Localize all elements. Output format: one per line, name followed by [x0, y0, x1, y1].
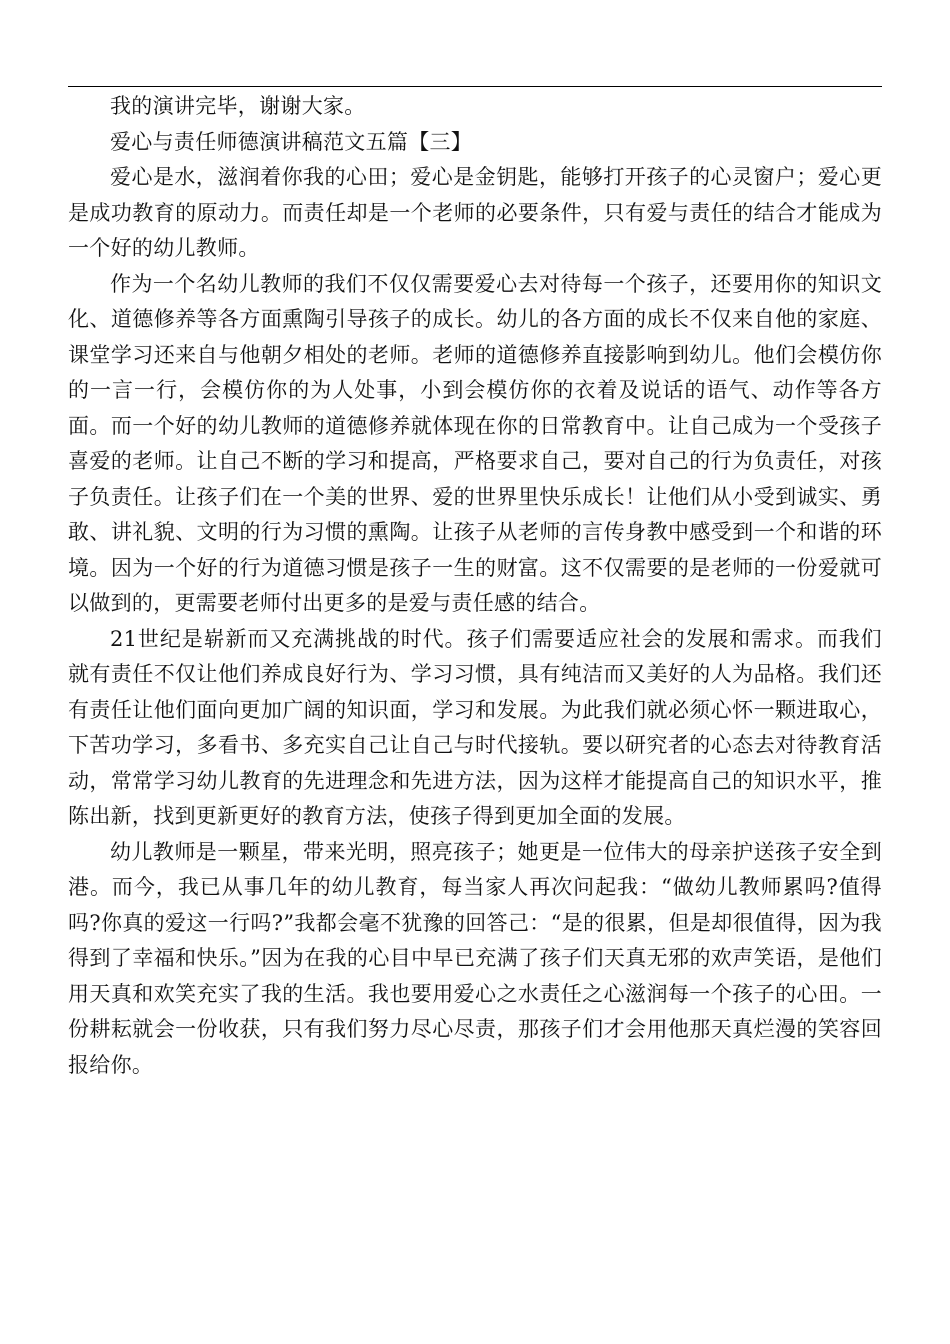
closing-line: 我的演讲完毕，谢谢大家。 [110, 94, 366, 118]
paragraph: 爱心是水，滋润着你我的心田；爱心是金钥匙，能够打开孩子的心灵窗户；爱心更是成功教育的原动力。而责任却是一个老师的必要条件，只有爱与责任的结合才能成为一个好的幼儿教师。 [68, 165, 882, 260]
section-heading: 爱心与责任师德演讲稿范文五篇【三】 [110, 129, 473, 154]
paragraph: 21世纪是崭新而又充满挑战的时代。孩子们需要适应社会的发展和需求。而我们就有责任不仅让他们养成良好行为、学习习惯，具有纯洁而又美好的人为品格。我们还有责任让他们面向更加广阔的知识面，学习和发展。为此我们就必须心怀一颗进取心，下苦功学习，多看书、多充实自己让自己与时代接轨。要以研究者的心态去对待教育活动，常常学习幼儿教育的先进理念和先进方法，因为这样才能提高自己的知识水平，推陈出新，找到更新更好的教育方法，使孩子得到更加全面的发展。 [68, 626, 882, 828]
document-body [68, 89, 882, 1083]
paragraph: 作为一个名幼儿教师的我们不仅仅需要爱心去对待每一个孩子，还要用你的知识文化、道德修养等各方面熏陶引导孩子的成长。幼儿的各方面的成长不仅来自他的家庭、课堂学习还来自与他朝夕相处的老师。老师的道德修养直接影响到幼儿。他们会模仿你的一言一行，会模仿你的为人处事，小到会模仿你的衣着及说话的语气、动作等各方面。而一个好的幼儿教师的道德修养就体现在你的日常教育中。让自己成为一个受孩子喜爱的老师。让自己不断的学习和提高，严格要求自己，要对自己的行为负责任，对孩子负责任。让孩子们在一个美的世界、爱的世界里快乐成长！让他们从小受到诚实、勇敢、讲礼貌、文明的行为习惯的熏陶。让孩子从老师的言传身教中感受到一个和谐的环境。因为一个好的行为道德习惯是孩子一生的财富。这不仅需要的是老师的一份爱就可以做到的，更需要老师付出更多的是爱与责任感的结合。 [68, 271, 882, 615]
header-rule [68, 86, 882, 87]
paragraph: 幼儿教师是一颗星，带来光明，照亮孩子；她更是一位伟大的母亲护送孩子安全到港。而今，我已从事几年的幼儿教育，每当家人再次问起我：“做幼儿教师累吗?值得吗?你真的爱这一行吗?”我都会毫不犹豫的回答己：“是的很累，但是却很值得，因为我得到了幸福和快乐。”因为在我的心目中早已充满了孩子们天真无邪的欢声笑语，是他们用天真和欢笑充实了我的生活。我也要用爱心之水责任之心滋润每一个孩子的心田。一份耕耘就会一份收获，只有我们努力尽心尽责，那孩子们才会用他那天真烂漫的笑容回报给你。 [68, 839, 882, 1077]
